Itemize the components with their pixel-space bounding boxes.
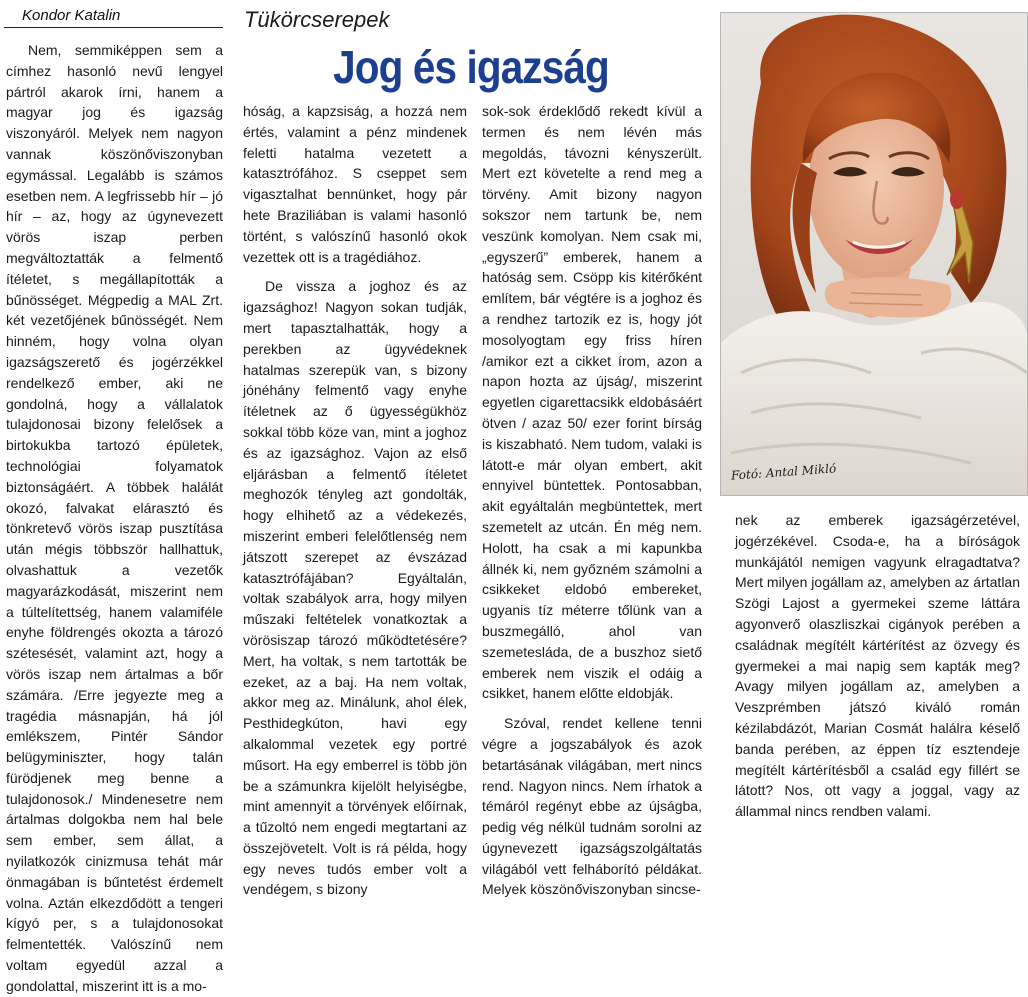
photo-credit: Fotó: Antal Mikló bbox=[730, 461, 837, 483]
paragraph: sok-sok érdeklődő rekedt kívül a termen és nem lévén más megoldás, távozni kényszerült. Mert ezt követelte a rend meg a törvény. Amit bizony nagyon sokszor nem tartunk be, nem veszünk komolyan. Nem csak mi, „egyszerű” emberek, hanem a hatóság sem. Csöpp kis kitérőként említem, bár végtére is a joghoz és a rendhez tartozik ez is, hogy jót mosolyogtam egy friss híren /amikor ezt a cikket írom, azon a napon hozta az újság/, miszerint egyetlen cigarettacsikk eldobásáért ötven / azaz 50/ ezer forint bírság is kiszabható. Nem tudom, valaki is látott-e már olyan embert, akit ennyivel büntettek. Pontosabban, akit egyáltalán megbüntettek, mert szemetelt az utcán. Én még nem. Holott, ha csak a mi kapunkba állnék ki, nem győzném számolni a csikkeket eldobó embereket, ugyanis tíz méterre tőlünk van a buszmegálló, ahol van szemetesláda, de a buszhoz siető emberek nem viszik el odáig a csikket, hanem előtte eldobják. bbox=[482, 103, 702, 702]
paragraph: Nem, semmiképpen sem a címhez hasonló nevű lengyel pártról akarok írni, hanem a magyar jog és igazság viszonyáról. Melyek nem nagyon vannak köszönőviszonyban egymással. Legalább is számos esetben nem. A legfrissebb hír – jó hír – az, hogy az úgynevezett vörös iszap perben megváltoztatták a felmentő ítéletet, s megállapították a bűnösséget. Mégpedig a MAL Zrt. két vezetőjének bűnösségét. Nem hinném, hogy volna olyan igazságszerető és jogérzékkel rendelkező ember, aki ne gondolná, hogy a vállalatok tulajdonosai bizony felelősek a birtokukba tartozó épületek, technológiai folyamatok biztonságáért. A többek halálát okozó, falvakat elárasztó és tönkretevő vörös iszap pusztítása után mégis többször hallhattuk, olvashattuk a vezetők magyarázkodását, miszerint nem a túltelítettség, hanem valamiféle enyhe földrengés okozta a tározó szétesését, valamint azt, hogy a vörös iszap nem ártalmas a bőr számára. /Erre jegyezte meg a tragédia másnapján, há jól emlékszem, Pintér Sándor belügyminiszter, hogy talán fürödjenek meg benne a tulajdonosok./ Mindenesetre nem ártalmas dolgokba nem hal bele sem ember, sem állat, a nyilatkozók cinizmusa tehát már önmagában is bűntetést érdemelt volna. Aztán elkezdődött a tengeri kígyó per, s a tulajdonosokat felmentették. Valószínű nem voltam egyedül azzal a gondolattal, miszerint itt is a mo- bbox=[6, 42, 223, 994]
paragraph: hóság, a kapzsiság, a hozzá nem értés, valamint a pénz mindenek feletti hatalma vezetett a katasztrófához. S cseppet sem vigasztalhat bennünket, hogy pár hete Braziliában is valami hasonló történt, s valószínű hasonló okok vezettek ott is a tragédiához. bbox=[243, 103, 467, 265]
text-column-4 bbox=[735, 510, 1020, 900]
paragraph: Szóval, rendet kellene tenni végre a jogszabályok és azok betartásának világában, mert nincs rend. Nagyon nincs. Nem írhatok a témáról regényt ebbe az újságba, pedig vég nélkül tudnám sorolni az úgynevezett igazságszolgáltatás világából vett felháborító példákat. Melyek köszönőviszonyban sincse- bbox=[482, 715, 702, 898]
paragraph: De vissza a joghoz és az igazsághoz! Nagyon sokan tudják, mert tapasztalhatták, hogy a perekben az ügyvédeknek hatalmas szerepük van, s bizony jónéhány felmentő vagy enyhe ítéletnek az ő ügyességükhöz sokkal több köze van, mint a joghoz és az igazsághoz. Vajon az első eljárásban a felmentő ítéletet meghozók tényleg azt gondolták, hogy elhihető az a védekezés, miszerint emberi felelőtlenség nem játszott szerepet az évszázad katasztrófájában? Egyáltalán, voltak szabályok arra, hogy milyen műszaki feltételek vonatkoztak a vörösiszap tározó működtetésére? Mert, ha voltak, s nem tartották be ezeket, az a baj. Ha nem voltak, akkor meg az. Minálunk, ahol élek, Pesthidegkúton, havi egy alkalommal vezetek egy portré műsort. Ha egy emberrel is több jön be a számunkra kijelölt helyiségbe, mint amennyit a törvények előírnak, a tűzoltó nem engedi megtartani az összejövetelt. Volt is rá példa, hogy egy neves tudós ember volt a vendégem, s bizony bbox=[243, 278, 467, 898]
text-column-3 bbox=[482, 101, 702, 901]
portrait-illustration bbox=[721, 13, 1027, 495]
author-byline: Kondor Katalin bbox=[4, 6, 223, 28]
paragraph: nek az emberek igazságérzetével, jogérzékével. Csoda-e, ha a bíróságok munkájától nemigen vagyunk elragadtatva? Mert milyen jogállam az, amelyben az ártatlan Szögi Lajost a gyermekei szeme láttára agyonverő olaszliszkai cigányok perében a családnak megítélt kártérítést az özvegy és gyermekei a mai napig sem kapták meg? Avagy milyen jogállam az, amelyben a Veszprémben játszó kiváló román kézilabdázót, Marian Cosmát halálra késelő banda perében, az éppen tíz esztendeje megítélt kártérítésből a család egy fillért se látott? Nos, ott vagy a joggal, vagy az állammal nincs rendben valami. bbox=[735, 512, 1020, 820]
text-column-2 bbox=[243, 101, 467, 901]
author-portrait-photo bbox=[720, 12, 1028, 496]
text-column-1 bbox=[6, 40, 223, 994]
article-title: Jog és igazság bbox=[333, 41, 609, 93]
column-rubric: Tükörcserepek bbox=[244, 7, 390, 32]
